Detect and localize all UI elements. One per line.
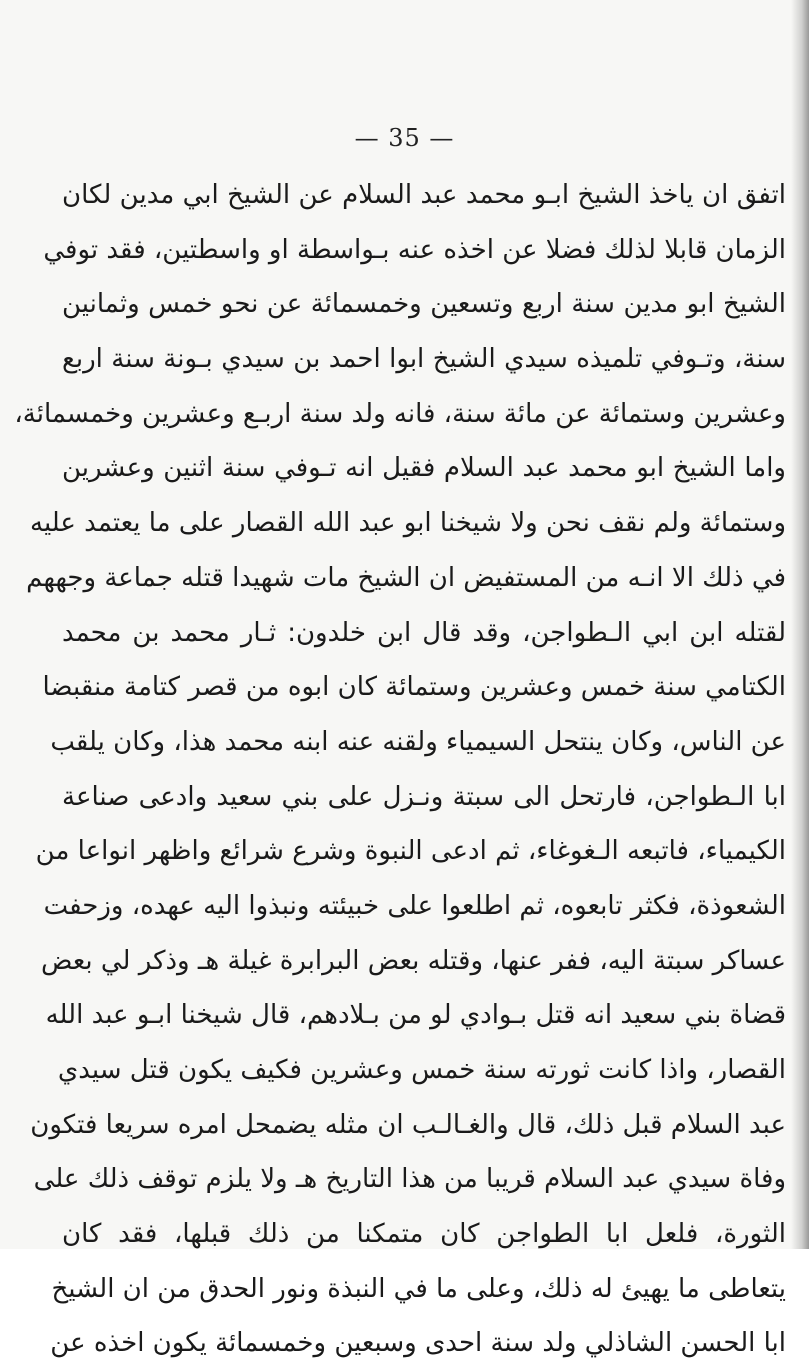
text-line: الكتامي سنة خمس وعشرين وستمائة كان ابوه من قصر كتامة منقبضا (42, 672, 786, 703)
text-line: الزمان قابلا لذلك فضلا عن اخذه عنه بـواسطة او واسطتين، فقد توفي (43, 234, 786, 265)
text-line: الشيخ ابو مدين سنة اربع وتسعين وخمسمائة عن نحو خمس وثمانين (62, 289, 786, 320)
text-line: القصار، واذا كانت ثورته سنة خمس وعشرين فكيف يكون قتل سيدي (57, 1055, 786, 1085)
body-text (14, 168, 786, 1371)
text-line: ابا الحسن الشاذلي ولد سنة احدى وسبعين وخمسمائة يكون اخذه عن (50, 1328, 786, 1359)
page-binding-shadow (791, 0, 809, 1249)
text-line: قضاة بني سعيد انه قتل بـوادي لو من بـلادهم، قال شيخنا ابـو عبد الله (45, 1000, 786, 1031)
text-line: عبد السلام قبل ذلك، قال والغـالـب ان مثله يضمحل امره سريعا فتكون (30, 1109, 786, 1140)
page-number: — 35 — (354, 124, 455, 152)
text-line: الشعوذة، فكثر تابعوه، ثم اطلعوا على خبيئته ونبذوا اليه عهده، وزحفت (43, 890, 786, 921)
text-line: وعشرين وستمائة عن مائة سنة، فانه ولد سنة اربـع وعشرين وخمسمائة، (14, 398, 786, 429)
text-line: عساكر سبتة اليه، ففر عنها، وقتله بعض البرابرة غيلة هـ وذكر لي بعض (40, 945, 786, 976)
text-line: وستمائة ولم نقف نحن ولا شيخنا ابو عبد الله القصار على ما يعتمد عليه (30, 508, 786, 539)
text-line: واما الشيخ ابو محمد عبد السلام فقيل انه تـوفي سنة اثنين وعشرين (62, 453, 786, 484)
text-line: الكيمياء، فاتبعه الـغوغاء، ثم ادعى النبوة وشرع شرائع واظهر انواعا من (35, 836, 786, 867)
text-line: ابا الـطواجن، فارتحل الى سبتة ونـزل على بني سعيد وادعى صناعة (62, 781, 786, 812)
text-line: في ذلك الا انـه من المستفيض ان الشيخ مات شهيدا قتله جماعة وجههم (26, 562, 786, 593)
text-line: يتعاطى ما يهيئ له ذلك، وعلى ما في النبذة ونور الحدق من ان الشيخ (51, 1273, 786, 1304)
text-line: الثورة، فلعل ابا الطواجن كان متمكنا من ذلك قبلها، فقد كان (62, 1219, 786, 1250)
text-line: عن الناس، وكان ينتحل السيمياء ولقنه عنه ابنه محمد هذا، وكان يلقب (50, 726, 786, 757)
text-line: لقتله ابن ابي الـطواجن، وقد قال ابن خلدون: ثـار محمد بن محمد (62, 617, 786, 648)
text-line: سنة، وتـوفي تلميذه سيدي الشيخ ابوا احمد بن سيدي بـونة سنة اربع (62, 344, 786, 375)
text-line: وفاة سيدي عبد السلام قريبا من هذا التاريخ هـ ولا يلزم توقف ذلك على (33, 1164, 786, 1195)
text-line: اتفق ان ياخذ الشيخ ابـو محمد عبد السلام عن الشيخ ابي مدين لكان (62, 180, 786, 210)
